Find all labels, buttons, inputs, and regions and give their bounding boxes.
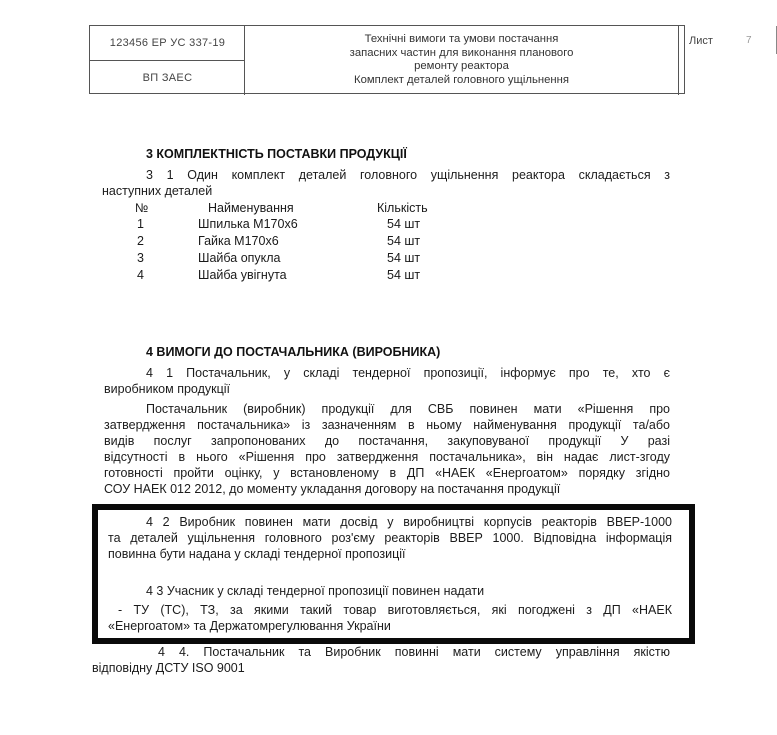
text-line: затвердження постачальника» із зазначенням в ньому найменування продукції та/або xyxy=(104,418,670,432)
paragraph-4-3-list xyxy=(108,602,672,634)
paragraph-4-1-cont: виробником продукції xyxy=(104,382,231,396)
doc-code-cell xyxy=(90,26,245,95)
col-header-name: Найменування xyxy=(208,201,294,215)
row-name: Шпилька М170х6 xyxy=(198,217,298,231)
text-line: повинна бути надана у складі тендерної пропозиції xyxy=(108,547,406,561)
title-line: Комплект деталей головного ущільнення xyxy=(354,73,569,86)
col-header-quantity: Кількість xyxy=(377,201,428,215)
row-name: Гайка М170х6 xyxy=(198,234,279,248)
paragraph-4-1-supplier xyxy=(104,401,670,497)
text-line: «Енергоатом» та Держатомрегулювання України xyxy=(108,619,391,633)
text-line: відсутності в нього «Рішення про затвердження постачальника», він надає лист-згоду xyxy=(104,450,670,464)
document-title-cell xyxy=(245,26,678,95)
row-number: 1 xyxy=(137,217,144,231)
text-line: СОУ НАЕК 012 2012, до моменту укладання договору на постачання продукції xyxy=(104,482,561,496)
text-line: та деталей ущільнення головного роз'єму реакторів ВВЕР 1000. Відповідна інформація xyxy=(108,531,672,545)
row-quantity: 54 шт xyxy=(387,217,421,231)
text-line: 4 2 Виробник повинен мати досвід у виробництві корпусів реакторів ВВЕР-1000 xyxy=(146,515,672,529)
paragraph-4-4: 4 4. Постачальник та Виробник повинні мати систему управління якістю xyxy=(158,645,670,659)
sheet-label-box xyxy=(679,26,777,54)
text-line: - ТУ (ТС), ТЗ, за якими такий товар виготовляється, які погоджені з ДП «НАЕК xyxy=(118,603,672,617)
paragraph-4-1: 4 1 Постачальник, у складі тендерної пропозиції, інформує про те, хто є xyxy=(146,366,670,380)
row-quantity: 54 шт xyxy=(387,251,421,265)
section-4-heading: 4 ВИМОГИ ДО ПОСТАЧАЛЬНИКА (ВИРОБНИКА) xyxy=(146,345,441,359)
row-name: Шайба увігнута xyxy=(198,268,287,282)
title-line: запасних частин для виконання планового xyxy=(349,46,574,59)
row-name: Шайба опукла xyxy=(198,251,281,265)
title-line: ремонту реактора xyxy=(414,60,509,72)
organization: ВП ЗАЕС xyxy=(142,72,193,84)
row-number: 2 xyxy=(137,234,144,248)
section-3-heading: 3 КОМПЛЕКТНІСТЬ ПОСТАВКИ ПРОДУКЦІЇ xyxy=(146,147,407,161)
text-line: Постачальник (виробник) продукції для СВБ повинен мати «Рішення про xyxy=(146,402,670,416)
sheet-cell xyxy=(678,26,776,95)
section-3-intro: 3 1 Один комплект деталей головного ущільнення реактора складається з xyxy=(146,168,670,182)
row-quantity: 54 шт xyxy=(387,234,421,248)
col-header-number: № xyxy=(135,201,149,215)
text-line: готовності пройти оцінку, у встановленому в ДП «НАЕК «Енергоатом» порядку згідно xyxy=(104,466,670,480)
title-line: Технічні вимоги та умови постачання xyxy=(364,33,559,45)
title-block xyxy=(89,25,752,94)
paragraph-4-4-cont: відповідну ДСТУ ISO 9001 xyxy=(92,661,245,675)
doc-code: 123456 ЕР УС 337-19 xyxy=(109,37,226,49)
document-title xyxy=(245,33,678,87)
paragraph-4-2 xyxy=(108,514,672,562)
paragraph-4-3: 4 3 Учасник у складі тендерної пропозиції повинен надати xyxy=(146,584,485,598)
text-line: видів послуг запропонованих до постачання, закуповуваної продукції У разі xyxy=(104,434,670,448)
section-3-intro-cont: наступних деталей xyxy=(102,184,213,198)
row-number: 4 xyxy=(137,268,144,282)
row-quantity: 54 шт xyxy=(387,268,421,282)
sheet-label: Лист xyxy=(689,35,713,47)
sheet-number: 7 xyxy=(746,35,752,46)
row-number: 3 xyxy=(137,251,144,265)
cell-divider xyxy=(90,60,245,61)
